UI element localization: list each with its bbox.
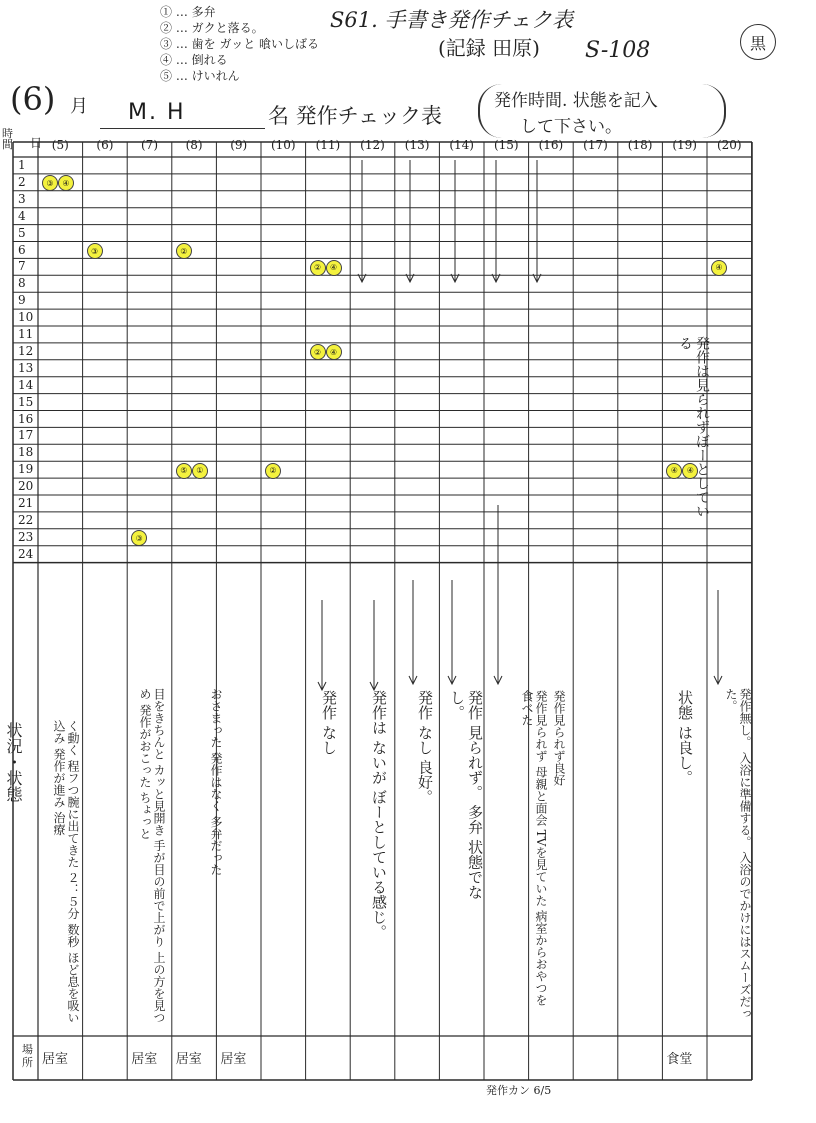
hour-label: 21 (18, 496, 34, 510)
legend-item: ⑤ … けいれん (160, 69, 240, 83)
hour-label: 8 (18, 276, 26, 291)
hour-label: 23 (18, 529, 34, 544)
instruction-line: して下さい。 (520, 117, 622, 137)
hour-label: 9 (18, 293, 26, 308)
document-title: S61. 手書き発作チェク表 (330, 8, 573, 32)
place-cell: 居室 (175, 1052, 202, 1067)
instruction-line: 発作時間. 状態を記入 (494, 91, 658, 111)
status-section-label: 状況・状態 (4, 722, 23, 802)
day-header: (10) (270, 138, 296, 152)
seizure-marker: ④ (326, 260, 342, 276)
note-day13: 発作 なし 良好。 (416, 690, 434, 805)
note-day14: 発作 見られず。 多弁 状態でなし。 (448, 690, 484, 900)
document-code: S-108 (585, 38, 651, 63)
hour-label: 16 (18, 411, 34, 426)
day-header: (19) (672, 138, 697, 152)
note-day7: 目をきちんと カッと見開き 手が目の前で上がり 上の方を見つめ 発作がおこった ちょっと (138, 688, 166, 1024)
bottom-note: 発作カン 6/5 (486, 1084, 552, 1097)
place-cell: 食堂 (666, 1052, 693, 1067)
seizure-marker: ② (310, 344, 326, 360)
day-header: (11) (315, 138, 341, 152)
day-header: (5) (51, 138, 69, 152)
day-header: (18) (627, 138, 653, 152)
seizure-marker: ② (265, 463, 281, 479)
patient-name: M. H (128, 100, 186, 125)
month-number: (6) (10, 80, 56, 118)
seizure-marker: ① (192, 463, 208, 479)
place-cell: 居室 (131, 1052, 158, 1067)
seizure-marker: ③ (87, 243, 103, 259)
stamp-seal: 黒 (740, 24, 776, 60)
hour-label: 2 (18, 174, 26, 189)
day-header: (8) (185, 138, 203, 152)
legend-item: ① … 多弁 (160, 5, 216, 19)
hour-label: 11 (18, 327, 34, 341)
seizure-marker: ④ (682, 463, 698, 479)
hour-label: 22 (18, 512, 34, 527)
hour-label: 13 (18, 360, 34, 375)
note-day15: 発作見られず 母親と面会 TVを見ていた 病室からおやつを食べた (520, 690, 548, 1007)
legend-item: ④ … 倒れる (160, 53, 228, 67)
hour-label: 18 (18, 445, 34, 460)
day-header: (6) (96, 138, 114, 152)
hour-label: 5 (18, 225, 26, 240)
day-header: (13) (404, 138, 430, 152)
hour-label: 19 (18, 462, 34, 477)
note-day16: 発作見られず良好 (552, 690, 566, 786)
seizure-marker: ③ (42, 175, 58, 191)
seizure-marker: ④ (711, 260, 727, 276)
legend-item: ③ … 歯を ガッと 喰いしばる (160, 37, 320, 51)
day19-seizure-note: 発作は見られずぼーとしている (677, 336, 710, 518)
hour-label: 24 (18, 546, 34, 561)
place-cell: 居室 (42, 1052, 69, 1067)
day-header: (12) (360, 138, 385, 152)
note-day5: く動く 程フつ腕に出てきた ２：５分 数秒 ほど息を吸い込み 発作が進み 治療 (52, 720, 80, 1024)
hour-label: 3 (18, 191, 26, 206)
seizure-marker: ② (176, 243, 192, 259)
month-suffix: 月 (70, 96, 88, 117)
note-day11: 発作 なし (320, 690, 338, 755)
hour-label: 20 (18, 479, 34, 494)
note-day20: 発作無し。 入浴に準備する。 入浴のでかけにはスムーズだった。 (724, 688, 752, 1020)
place-row-label: 場所 (22, 1043, 33, 1069)
day-header: (15) (493, 138, 519, 152)
seizure-marker: ⑤ (176, 463, 192, 479)
hour-label: 6 (18, 242, 26, 257)
time-column-header: 時間 (2, 127, 13, 151)
day-header: (9) (230, 138, 248, 152)
seizure-marker: ④ (58, 175, 74, 191)
seizure-marker: ② (310, 260, 326, 276)
note-day12: 発作は ないが ぼーとしている感じ。 (370, 690, 388, 940)
day-header: (7) (141, 138, 158, 152)
recorder-label: (記録 田原) (438, 36, 540, 60)
hour-label: 12 (18, 343, 34, 358)
hour-label: 14 (18, 377, 34, 392)
note-day19: 状態 は良し。 (676, 690, 694, 785)
hour-label: 4 (18, 208, 26, 223)
day-header: (16) (538, 138, 564, 152)
seizure-marker: ④ (666, 463, 682, 479)
seizure-marker: ④ (326, 344, 342, 360)
day-header: (14) (449, 138, 474, 152)
seizure-marker: ③ (131, 530, 147, 546)
hour-label: 10 (18, 310, 34, 325)
legend-item: ② … ガクと落る。 (160, 21, 264, 35)
hour-label: 1 (18, 158, 26, 172)
day-header: (20) (716, 138, 742, 152)
hour-label: 15 (18, 394, 34, 409)
note-day8: おさまった 発作はなく 多弁だった (209, 688, 223, 876)
place-cell: 居室 (220, 1052, 247, 1067)
day-column-prefix: 日 (30, 136, 43, 150)
day-header: (17) (583, 138, 608, 152)
sheet-title: 名 発作チェック表 (268, 104, 443, 128)
hour-label: 7 (18, 259, 26, 274)
hour-label: 17 (18, 428, 34, 443)
